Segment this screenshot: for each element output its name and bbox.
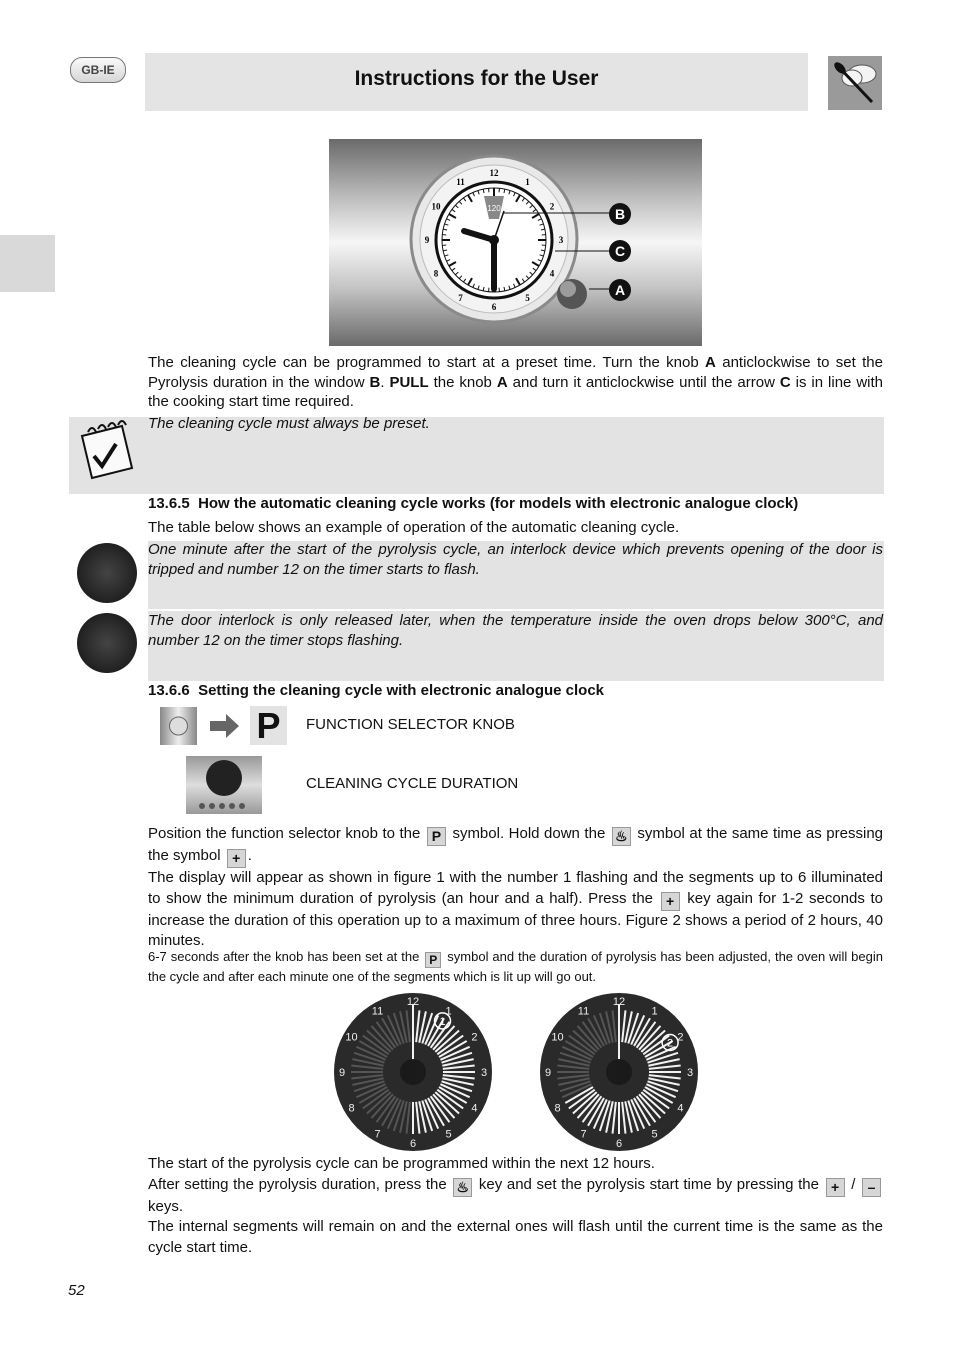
dial-numeral: 7: [580, 1128, 587, 1141]
clock-numeral: 3: [558, 235, 564, 245]
clock-numeral: 1: [525, 176, 530, 187]
p-key-icon: P: [427, 827, 446, 846]
text-run: After setting the pyrolysis duration, press the: [148, 1175, 452, 1193]
text-run: key and set the pyrolysis start time by pressing the: [474, 1175, 824, 1193]
page-number: 52: [68, 1282, 85, 1299]
flashing-marker-number: 2: [667, 1037, 674, 1050]
section-heading-13-6-5: [148, 495, 898, 512]
text-run: anticlockwise to set the Pyrolysis duration in the window: [148, 354, 883, 391]
timer-dial-icon: [77, 613, 137, 673]
text-run: .: [380, 373, 390, 391]
plus-key-icon: +: [227, 849, 246, 868]
clock-numeral: 2: [549, 201, 555, 212]
text-run: The start of the pyrolysis cycle can be programmed within the next 12 hours.: [148, 1155, 655, 1172]
clock-numeral: 9: [424, 235, 430, 245]
dial-numeral: 6: [615, 1138, 623, 1150]
analogue-clock-figure: [329, 139, 702, 346]
text-run: key again for 1-2 seconds to increase the duration of this operation up to a maximum of three hours. Figure 2 shows a period of 2 hours, 40 minutes.: [148, 889, 883, 949]
clock-numeral: 10: [431, 201, 441, 212]
text-run: and turn it anticlockwise until the arrow: [507, 373, 780, 391]
intro-paragraph: [148, 353, 883, 412]
chef-hat-spoon-icon: [828, 56, 882, 110]
clock-panel-icon: [186, 756, 262, 814]
knob-a-ref: A: [705, 354, 716, 371]
page-title: Instructions for the User: [354, 67, 599, 90]
arrow-c-ref: C: [779, 373, 791, 391]
callout-a: A: [614, 282, 626, 298]
clock-numeral: 6: [491, 302, 497, 312]
cycle-duration-label: CLEANING CYCLE DURATION: [306, 775, 519, 792]
pyrolysis-p-symbol: P: [250, 706, 287, 745]
dial-numeral: 8: [348, 1102, 355, 1115]
dial-numeral: 6: [409, 1138, 417, 1150]
text-run: symbol. Hold down the: [447, 825, 610, 842]
text-run: 6-7 seconds after the knob has been set at the: [148, 949, 424, 964]
text-run: .: [247, 847, 252, 864]
callout-c: C: [614, 243, 626, 259]
notepad-check-icon: [72, 418, 138, 484]
text-run: Position the function selector knob to the: [148, 825, 425, 842]
text-run: the knob: [428, 373, 497, 391]
text-run: The cleaning cycle can be programmed to start at a preset time. Turn the knob: [148, 354, 706, 371]
section-intro: The table below shows an example of operation of the automatic cleaning cycle.: [148, 519, 680, 536]
timer-dial-icon: [77, 543, 137, 603]
flashing-marker-number: 1: [439, 1015, 446, 1028]
text-run: The internal segments will remain on and the external ones will flash until the current time is the same as the cycle start time.: [148, 1218, 883, 1256]
dial-numeral: 2: [677, 1031, 684, 1044]
dial-numeral: 10: [551, 1031, 564, 1044]
cleaning-symbol-icon: ♨: [453, 1178, 472, 1197]
language-badge: GB-IE: [70, 57, 126, 83]
figure-2-dial: [539, 992, 699, 1156]
dial-numeral: 1: [445, 1005, 452, 1018]
text-run: /: [846, 1175, 860, 1193]
dial-numeral: 9: [544, 1067, 552, 1079]
dial-numeral: 12: [612, 996, 626, 1008]
function-selector-label: FUNCTION SELECTOR KNOB: [306, 716, 515, 733]
heading-number: 13.6.5: [148, 495, 190, 512]
duration-window-value: 120: [487, 204, 501, 213]
plus-key-icon: +: [661, 892, 680, 911]
dial-numeral: 8: [554, 1102, 561, 1115]
dial-numeral: 4: [471, 1102, 478, 1115]
selector-knob-icon: [160, 707, 197, 745]
electronic-dial: [333, 992, 493, 1152]
side-tab: [0, 235, 55, 292]
figure-1-dial: [333, 992, 493, 1156]
text-run: keys.: [148, 1197, 184, 1215]
dial-numeral: 3: [480, 1067, 488, 1079]
knob-a-ref: A: [496, 373, 508, 391]
text-run: symbol and the duration of pyrolysis has been adjusted, the oven will begin the cycle and after each minute one of the segments which is lit up will go out.: [148, 949, 883, 984]
section-heading-13-6-6: [148, 682, 898, 699]
dial-hub: [400, 1059, 426, 1085]
dial-numeral: 4: [677, 1102, 684, 1115]
text-run: is in line with the cooking start time required.: [148, 373, 884, 410]
heading-text: Setting the cleaning cycle with electronic analogue clock: [198, 682, 605, 699]
dial-numeral: 12: [406, 996, 420, 1008]
setting-paragraph: [148, 824, 883, 952]
heading-number: 13.6.6: [148, 682, 190, 699]
dial-numeral: 11: [371, 1005, 384, 1018]
arrow-right-icon: [210, 712, 240, 744]
heading-text: How the automatic cleaning cycle works (for models with electronic analogue clock): [198, 495, 799, 512]
dial-numeral: 5: [445, 1128, 452, 1141]
clock-numeral: 7: [458, 293, 463, 304]
dial-numeral: 11: [577, 1005, 590, 1018]
callout-b: B: [614, 206, 626, 222]
dial-numeral: 2: [471, 1031, 478, 1044]
cycle-start-note: [148, 948, 883, 986]
pull-ref: PULL: [389, 373, 429, 391]
page-title-bar: [145, 53, 808, 111]
cleaning-symbol-icon: ♨: [612, 827, 631, 846]
clock-numeral: 4: [549, 268, 555, 279]
p-key-icon: P: [425, 952, 441, 968]
clock-numeral: 5: [525, 293, 530, 304]
plus-key-icon: +: [826, 1178, 845, 1197]
text-run: The display will appear as shown in figure 1 with the number 1 flashing and the segments up to 6 illuminated to show the minimum duration of pyrolysis (an hour and a half). Press the: [148, 869, 883, 907]
closing-paragraph: [148, 1154, 883, 1258]
dial-numeral: 10: [345, 1031, 358, 1044]
electronic-dial: [539, 992, 699, 1152]
clock-numeral: 11: [456, 176, 465, 187]
clock-numeral: 12: [489, 168, 499, 178]
clock-numeral: 8: [433, 268, 439, 279]
dial-numeral: 5: [651, 1128, 658, 1141]
dial-numeral: 3: [686, 1067, 694, 1079]
interlock-note-2: The door interlock is only released later, when the temperature inside the oven drops below 300°C, and number 12 on the timer stops flashing.: [148, 612, 883, 649]
text-run: symbol at the same time as pressing the symbol: [148, 825, 883, 864]
interlock-note-1: One minute after the start of the pyrolysis cycle, an interlock device which prevents opening of the door is tripped and number 12 on the timer starts to flash.: [148, 541, 883, 578]
dial-numeral: 7: [374, 1128, 381, 1141]
dial-hub: [606, 1059, 632, 1085]
minus-key-icon: –: [862, 1178, 881, 1197]
dial-numeral: 1: [651, 1005, 658, 1018]
window-b-ref: B: [369, 373, 381, 391]
note-text: The cleaning cycle must always be preset.: [148, 415, 430, 432]
analogue-clock-illustration: [329, 139, 702, 346]
dial-numeral: 9: [338, 1067, 346, 1079]
